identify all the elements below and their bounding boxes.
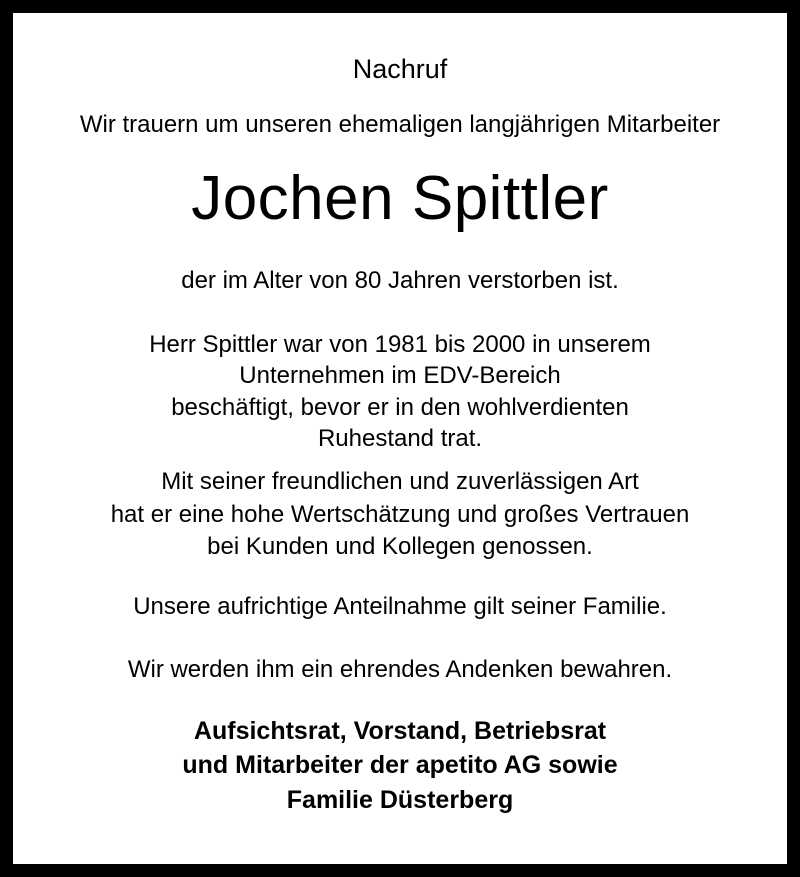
paragraph-career-line: Unternehmen im EDV-Bereich: [239, 362, 561, 389]
paragraph-character-line: hat er eine hohe Wertschätzung und großes Vertrauen: [110, 501, 690, 528]
deceased-name: Jochen Spittler: [191, 164, 609, 233]
intro-line: Wir trauern um unseren ehemaligen langjährigen Mitarbeiter: [79, 111, 721, 138]
signature-line: und Mitarbeiter der apetito AG sowie: [182, 751, 618, 779]
paragraph-career-line: Herr Spittler war von 1981 bis 2000 in unserem: [149, 331, 651, 358]
notice-heading: Nachruf: [352, 54, 448, 84]
paragraph-career-line: beschäftigt, bevor er in den wohlverdienten: [171, 394, 629, 421]
signature-line: Aufsichtsrat, Vorstand, Betriebsrat: [193, 717, 607, 745]
paragraph-character-line: Mit seiner freundlichen und zuverlässigen Art: [161, 468, 639, 495]
paragraph-career-line: Ruhestand trat.: [317, 425, 483, 452]
signature-line: Familie Düsterberg: [286, 786, 514, 814]
age-line: der im Alter von 80 Jahren verstorben ist.: [181, 267, 619, 294]
paragraph-remembrance-line: Wir werden ihm ein ehrendes Andenken bewahren.: [127, 656, 673, 683]
paragraph-character-line: bei Kunden und Kollegen genossen.: [207, 533, 593, 560]
paragraph-condolence-line: Unsere aufrichtige Anteilnahme gilt seiner Familie.: [133, 593, 667, 620]
